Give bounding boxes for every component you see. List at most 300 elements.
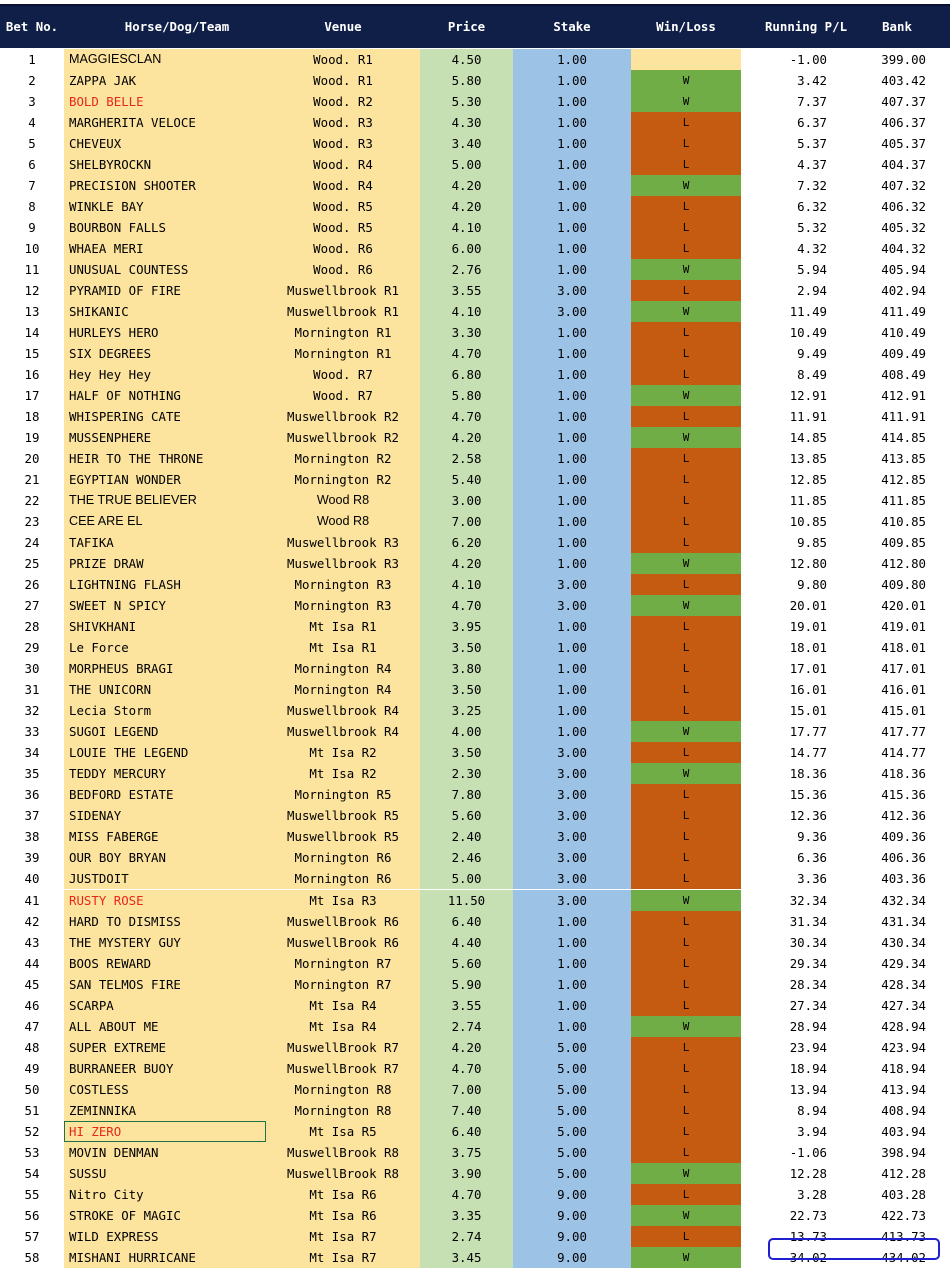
bank-cell[interactable]: 405.37 xyxy=(851,133,950,154)
win-loss-cell[interactable]: L xyxy=(631,932,741,953)
bet-number-cell[interactable]: 24 xyxy=(0,532,64,553)
horse-name-cell[interactable]: Le Force xyxy=(64,637,266,658)
price-cell[interactable]: 4.70 xyxy=(420,343,513,364)
price-cell[interactable]: 3.50 xyxy=(420,742,513,763)
price-cell[interactable]: 2.74 xyxy=(420,1226,513,1247)
venue-cell[interactable]: MuswellBrook R6 xyxy=(266,911,420,932)
win-loss-cell[interactable]: L xyxy=(631,868,741,889)
price-cell[interactable]: 6.40 xyxy=(420,911,513,932)
venue-cell[interactable]: Wood. R1 xyxy=(266,70,420,91)
venue-cell[interactable]: Mt Isa R3 xyxy=(266,890,420,911)
running-pl-cell[interactable]: 15.01 xyxy=(741,700,851,721)
horse-name-cell[interactable]: JUSTDOIT xyxy=(64,868,266,889)
venue-cell[interactable]: Wood. R5 xyxy=(266,217,420,238)
bet-number-cell[interactable]: 16 xyxy=(0,364,64,385)
venue-cell[interactable]: Mornington R6 xyxy=(266,847,420,868)
win-loss-cell[interactable]: L xyxy=(631,112,741,133)
price-cell[interactable]: 4.40 xyxy=(420,932,513,953)
venue-cell[interactable]: Mornington R3 xyxy=(266,595,420,616)
price-cell[interactable]: 11.50 xyxy=(420,890,513,911)
win-loss-cell[interactable]: L xyxy=(631,1037,741,1058)
stake-cell[interactable]: 1.00 xyxy=(513,532,631,553)
bet-number-cell[interactable]: 40 xyxy=(0,868,64,889)
bet-number-cell[interactable]: 2 xyxy=(0,70,64,91)
horse-name-cell[interactable]: BEDFORD ESTATE xyxy=(64,784,266,805)
win-loss-cell[interactable]: W xyxy=(631,301,741,322)
price-cell[interactable]: 2.40 xyxy=(420,826,513,847)
running-pl-cell[interactable]: 3.94 xyxy=(741,1121,851,1142)
stake-cell[interactable]: 3.00 xyxy=(513,574,631,595)
bet-number-cell[interactable]: 23 xyxy=(0,511,64,532)
venue-cell[interactable]: Muswellbrook R2 xyxy=(266,406,420,427)
stake-cell[interactable]: 1.00 xyxy=(513,448,631,469)
bank-cell[interactable]: 417.77 xyxy=(851,721,950,742)
running-pl-cell[interactable]: 4.32 xyxy=(741,238,851,259)
stake-cell[interactable]: 1.00 xyxy=(513,196,631,217)
bank-cell[interactable]: 434.02 xyxy=(851,1247,950,1268)
stake-cell[interactable]: 1.00 xyxy=(513,700,631,721)
bank-cell[interactable]: 422.73 xyxy=(851,1205,950,1226)
bank-cell[interactable]: 409.85 xyxy=(851,532,950,553)
stake-cell[interactable]: 3.00 xyxy=(513,595,631,616)
stake-cell[interactable]: 9.00 xyxy=(513,1184,631,1205)
win-loss-cell[interactable]: L xyxy=(631,406,741,427)
running-pl-cell[interactable]: 17.01 xyxy=(741,658,851,679)
stake-cell[interactable]: 1.00 xyxy=(513,616,631,637)
running-pl-cell[interactable]: 20.01 xyxy=(741,595,851,616)
bet-number-cell[interactable]: 39 xyxy=(0,847,64,868)
price-cell[interactable]: 3.90 xyxy=(420,1163,513,1184)
bank-cell[interactable]: 412.28 xyxy=(851,1163,950,1184)
venue-cell[interactable]: Mt Isa R2 xyxy=(266,763,420,784)
price-cell[interactable]: 5.90 xyxy=(420,974,513,995)
stake-cell[interactable]: 9.00 xyxy=(513,1226,631,1247)
horse-name-cell[interactable]: TAFIKA xyxy=(64,532,266,553)
venue-cell[interactable]: Muswellbrook R2 xyxy=(266,427,420,448)
price-cell[interactable]: 3.50 xyxy=(420,679,513,700)
price-cell[interactable]: 3.40 xyxy=(420,133,513,154)
venue-cell[interactable]: Muswellbrook R3 xyxy=(266,532,420,553)
horse-name-cell[interactable]: SHELBYROCKN xyxy=(64,154,266,175)
running-pl-cell[interactable]: 12.80 xyxy=(741,553,851,574)
horse-name-cell[interactable]: CEE ARE EL xyxy=(64,511,266,532)
horse-name-cell[interactable]: EGYPTIAN WONDER xyxy=(64,469,266,490)
win-loss-cell[interactable]: L xyxy=(631,616,741,637)
win-loss-cell[interactable]: L xyxy=(631,658,741,679)
stake-cell[interactable]: 1.00 xyxy=(513,91,631,112)
bank-cell[interactable]: 409.49 xyxy=(851,343,950,364)
venue-cell[interactable]: Muswellbrook R1 xyxy=(266,280,420,301)
bank-cell[interactable]: 411.91 xyxy=(851,406,950,427)
venue-cell[interactable]: Mornington R2 xyxy=(266,448,420,469)
stake-cell[interactable]: 3.00 xyxy=(513,805,631,826)
bet-number-cell[interactable]: 48 xyxy=(0,1037,64,1058)
win-loss-cell[interactable]: L xyxy=(631,637,741,658)
win-loss-cell[interactable]: L xyxy=(631,1100,741,1121)
horse-name-cell[interactable]: THE UNICORN xyxy=(64,679,266,700)
stake-cell[interactable]: 3.00 xyxy=(513,847,631,868)
stake-cell[interactable]: 1.00 xyxy=(513,364,631,385)
bet-number-cell[interactable]: 41 xyxy=(0,890,64,911)
stake-cell[interactable]: 1.00 xyxy=(513,721,631,742)
win-loss-cell[interactable]: L xyxy=(631,322,741,343)
win-loss-cell[interactable] xyxy=(631,49,741,70)
price-cell[interactable]: 5.80 xyxy=(420,385,513,406)
running-pl-cell[interactable]: 18.01 xyxy=(741,637,851,658)
running-pl-cell[interactable]: 12.85 xyxy=(741,469,851,490)
stake-cell[interactable]: 5.00 xyxy=(513,1079,631,1100)
bank-cell[interactable]: 408.94 xyxy=(851,1100,950,1121)
running-pl-cell[interactable]: 19.01 xyxy=(741,616,851,637)
win-loss-cell[interactable]: W xyxy=(631,1247,741,1268)
stake-cell[interactable]: 3.00 xyxy=(513,280,631,301)
venue-cell[interactable]: Mornington R2 xyxy=(266,469,420,490)
horse-name-cell[interactable]: MARGHERITA VELOCE xyxy=(64,112,266,133)
stake-cell[interactable]: 3.00 xyxy=(513,301,631,322)
header-bet-no[interactable]: Bet No. xyxy=(5,19,59,34)
running-pl-cell[interactable]: 11.85 xyxy=(741,490,851,511)
running-pl-cell[interactable]: 7.32 xyxy=(741,175,851,196)
running-pl-cell[interactable]: 5.32 xyxy=(741,217,851,238)
bank-cell[interactable]: 431.34 xyxy=(851,911,950,932)
bank-cell[interactable]: 428.94 xyxy=(851,1016,950,1037)
bet-number-cell[interactable]: 7 xyxy=(0,175,64,196)
running-pl-cell[interactable]: 3.28 xyxy=(741,1184,851,1205)
bank-cell[interactable]: 412.80 xyxy=(851,553,950,574)
win-loss-cell[interactable]: L xyxy=(631,742,741,763)
running-pl-cell[interactable]: -1.06 xyxy=(741,1142,851,1163)
venue-cell[interactable]: Mornington R1 xyxy=(266,322,420,343)
venue-cell[interactable]: Muswellbrook R5 xyxy=(266,826,420,847)
bet-number-cell[interactable]: 12 xyxy=(0,280,64,301)
running-pl-cell[interactable]: 12.91 xyxy=(741,385,851,406)
stake-cell[interactable]: 1.00 xyxy=(513,154,631,175)
price-cell[interactable]: 6.00 xyxy=(420,238,513,259)
price-cell[interactable]: 5.60 xyxy=(420,953,513,974)
venue-cell[interactable]: Mornington R8 xyxy=(266,1100,420,1121)
bank-cell[interactable]: 404.32 xyxy=(851,238,950,259)
horse-name-cell[interactable]: Hey Hey Hey xyxy=(64,364,266,385)
win-loss-cell[interactable]: L xyxy=(631,995,741,1016)
price-cell[interactable]: 3.50 xyxy=(420,637,513,658)
stake-cell[interactable]: 1.00 xyxy=(513,911,631,932)
win-loss-cell[interactable]: W xyxy=(631,721,741,742)
stake-cell[interactable]: 5.00 xyxy=(513,1121,631,1142)
price-cell[interactable]: 7.00 xyxy=(420,1079,513,1100)
price-cell[interactable]: 4.20 xyxy=(420,1037,513,1058)
bet-number-cell[interactable]: 25 xyxy=(0,553,64,574)
header-win-loss[interactable]: Win/Loss xyxy=(656,19,716,34)
win-loss-cell[interactable]: L xyxy=(631,1142,741,1163)
price-cell[interactable]: 4.70 xyxy=(420,1184,513,1205)
price-cell[interactable]: 3.35 xyxy=(420,1205,513,1226)
price-cell[interactable]: 3.75 xyxy=(420,1142,513,1163)
venue-cell[interactable]: Mt Isa R1 xyxy=(266,616,420,637)
venue-cell[interactable]: Mt Isa R6 xyxy=(266,1184,420,1205)
stake-cell[interactable]: 3.00 xyxy=(513,742,631,763)
bet-number-cell[interactable]: 55 xyxy=(0,1184,64,1205)
price-cell[interactable]: 6.20 xyxy=(420,532,513,553)
price-cell[interactable]: 7.80 xyxy=(420,784,513,805)
horse-name-cell[interactable]: MORPHEUS BRAGI xyxy=(64,658,266,679)
bank-cell[interactable]: 415.01 xyxy=(851,700,950,721)
bet-number-cell[interactable]: 51 xyxy=(0,1100,64,1121)
price-cell[interactable]: 3.55 xyxy=(420,280,513,301)
venue-cell[interactable]: Mt Isa R7 xyxy=(266,1247,420,1268)
bet-number-cell[interactable]: 32 xyxy=(0,700,64,721)
win-loss-cell[interactable]: L xyxy=(631,1226,741,1247)
price-cell[interactable]: 5.80 xyxy=(420,70,513,91)
win-loss-cell[interactable]: L xyxy=(631,679,741,700)
price-cell[interactable]: 7.40 xyxy=(420,1100,513,1121)
horse-name-cell[interactable]: MAGGIESCLAN xyxy=(64,49,266,70)
horse-name-cell[interactable]: THE TRUE BELIEVER xyxy=(64,490,266,511)
stake-cell[interactable]: 1.00 xyxy=(513,385,631,406)
running-pl-cell[interactable]: 28.34 xyxy=(741,974,851,995)
running-pl-cell[interactable]: 13.94 xyxy=(741,1079,851,1100)
bank-cell[interactable]: 429.34 xyxy=(851,953,950,974)
horse-name-cell[interactable]: BURRANEER BUOY xyxy=(64,1058,266,1079)
bet-number-cell[interactable]: 38 xyxy=(0,826,64,847)
horse-name-cell[interactable]: UNUSUAL COUNTESS xyxy=(64,259,266,280)
bet-number-cell[interactable]: 22 xyxy=(0,490,64,511)
win-loss-cell[interactable]: L xyxy=(631,448,741,469)
horse-name-cell[interactable]: Lecia Storm xyxy=(64,700,266,721)
bank-cell[interactable]: 406.32 xyxy=(851,196,950,217)
price-cell[interactable]: 3.25 xyxy=(420,700,513,721)
bank-cell[interactable]: 420.01 xyxy=(851,595,950,616)
price-cell[interactable]: 3.95 xyxy=(420,616,513,637)
stake-cell[interactable]: 9.00 xyxy=(513,1205,631,1226)
running-pl-cell[interactable]: 30.34 xyxy=(741,932,851,953)
horse-name-cell[interactable]: HEIR TO THE THRONE xyxy=(64,448,266,469)
win-loss-cell[interactable]: W xyxy=(631,1163,741,1184)
bank-cell[interactable]: 416.01 xyxy=(851,679,950,700)
price-cell[interactable]: 3.00 xyxy=(420,490,513,511)
running-pl-cell[interactable]: 18.94 xyxy=(741,1058,851,1079)
bet-number-cell[interactable]: 18 xyxy=(0,406,64,427)
venue-cell[interactable]: Wood. R2 xyxy=(266,91,420,112)
running-pl-cell[interactable]: 18.36 xyxy=(741,763,851,784)
running-pl-cell[interactable]: 5.37 xyxy=(741,133,851,154)
price-cell[interactable]: 5.60 xyxy=(420,805,513,826)
bank-cell[interactable]: 405.32 xyxy=(851,217,950,238)
venue-cell[interactable]: Wood. R7 xyxy=(266,385,420,406)
running-pl-cell[interactable]: 3.42 xyxy=(741,70,851,91)
horse-name-cell[interactable]: PYRAMID OF FIRE xyxy=(64,280,266,301)
bet-number-cell[interactable]: 33 xyxy=(0,721,64,742)
stake-cell[interactable]: 1.00 xyxy=(513,932,631,953)
price-cell[interactable]: 2.76 xyxy=(420,259,513,280)
stake-cell[interactable]: 1.00 xyxy=(513,406,631,427)
running-pl-cell[interactable]: 4.37 xyxy=(741,154,851,175)
bet-number-cell[interactable]: 53 xyxy=(0,1142,64,1163)
horse-name-cell[interactable]: MISHANI HURRICANE xyxy=(64,1247,266,1268)
horse-name-cell[interactable]: BOOS REWARD xyxy=(64,953,266,974)
win-loss-cell[interactable]: L xyxy=(631,154,741,175)
price-cell[interactable]: 4.00 xyxy=(420,721,513,742)
running-pl-cell[interactable]: 5.94 xyxy=(741,259,851,280)
venue-cell[interactable]: Mt Isa R6 xyxy=(266,1205,420,1226)
horse-name-cell[interactable]: BOURBON FALLS xyxy=(64,217,266,238)
venue-cell[interactable]: Wood. R7 xyxy=(266,364,420,385)
running-pl-cell[interactable]: 22.73 xyxy=(741,1205,851,1226)
bank-cell[interactable]: 413.85 xyxy=(851,448,950,469)
horse-name-cell[interactable]: Nitro City xyxy=(64,1184,266,1205)
bank-cell[interactable]: 408.49 xyxy=(851,364,950,385)
venue-cell[interactable]: Mt Isa R4 xyxy=(266,1016,420,1037)
running-pl-cell[interactable]: 28.94 xyxy=(741,1016,851,1037)
stake-cell[interactable]: 3.00 xyxy=(513,868,631,889)
horse-name-cell[interactable]: LIGHTNING FLASH xyxy=(64,574,266,595)
running-pl-cell[interactable]: 31.34 xyxy=(741,911,851,932)
header-horse[interactable]: Horse/Dog/Team xyxy=(124,19,230,34)
running-pl-cell[interactable]: 32.34 xyxy=(741,890,851,911)
stake-cell[interactable]: 5.00 xyxy=(513,1142,631,1163)
bank-cell[interactable]: 406.37 xyxy=(851,112,950,133)
running-pl-cell[interactable]: 10.49 xyxy=(741,322,851,343)
win-loss-cell[interactable]: L xyxy=(631,238,741,259)
bet-number-cell[interactable]: 21 xyxy=(0,469,64,490)
price-cell[interactable]: 6.40 xyxy=(420,1121,513,1142)
horse-name-cell[interactable]: SIX DEGREES xyxy=(64,343,266,364)
venue-cell[interactable]: Wood. R6 xyxy=(266,259,420,280)
bank-cell[interactable]: 402.94 xyxy=(851,280,950,301)
bet-number-cell[interactable]: 11 xyxy=(0,259,64,280)
bank-cell[interactable]: 405.94 xyxy=(851,259,950,280)
running-pl-cell[interactable]: 13.73 xyxy=(741,1226,851,1247)
stake-cell[interactable]: 1.00 xyxy=(513,995,631,1016)
stake-cell[interactable]: 1.00 xyxy=(513,238,631,259)
bet-number-cell[interactable]: 52 xyxy=(0,1121,64,1142)
venue-cell[interactable]: Mt Isa R1 xyxy=(266,637,420,658)
stake-cell[interactable]: 1.00 xyxy=(513,217,631,238)
bank-cell[interactable]: 418.36 xyxy=(851,763,950,784)
bet-number-cell[interactable]: 29 xyxy=(0,637,64,658)
bank-cell[interactable]: 409.80 xyxy=(851,574,950,595)
venue-cell[interactable]: Mt Isa R2 xyxy=(266,742,420,763)
stake-cell[interactable]: 1.00 xyxy=(513,70,631,91)
venue-cell[interactable]: MuswellBrook R8 xyxy=(266,1163,420,1184)
horse-name-cell[interactable]: MOVIN DENMAN xyxy=(64,1142,266,1163)
win-loss-cell[interactable]: W xyxy=(631,890,741,911)
horse-name-cell[interactable]: WINKLE BAY xyxy=(64,196,266,217)
bet-number-cell[interactable]: 56 xyxy=(0,1205,64,1226)
stake-cell[interactable]: 1.00 xyxy=(513,259,631,280)
running-pl-cell[interactable]: 9.85 xyxy=(741,532,851,553)
price-cell[interactable]: 4.10 xyxy=(420,574,513,595)
bank-cell[interactable]: 409.36 xyxy=(851,826,950,847)
horse-name-cell[interactable]: TEDDY MERCURY xyxy=(64,763,266,784)
venue-cell[interactable]: MuswellBrook R7 xyxy=(266,1037,420,1058)
venue-cell[interactable]: MuswellBrook R7 xyxy=(266,1058,420,1079)
price-cell[interactable]: 4.20 xyxy=(420,175,513,196)
win-loss-cell[interactable]: L xyxy=(631,364,741,385)
win-loss-cell[interactable]: W xyxy=(631,553,741,574)
running-pl-cell[interactable]: 2.94 xyxy=(741,280,851,301)
bet-number-cell[interactable]: 35 xyxy=(0,763,64,784)
stake-cell[interactable]: 1.00 xyxy=(513,490,631,511)
price-cell[interactable]: 2.58 xyxy=(420,448,513,469)
venue-cell[interactable]: Mornington R4 xyxy=(266,679,420,700)
horse-name-cell[interactable]: OUR BOY BRYAN xyxy=(64,847,266,868)
price-cell[interactable]: 4.20 xyxy=(420,427,513,448)
venue-cell[interactable]: Wood. R5 xyxy=(266,196,420,217)
venue-cell[interactable]: Wood R8 xyxy=(266,490,420,511)
stake-cell[interactable]: 1.00 xyxy=(513,469,631,490)
venue-cell[interactable]: Mornington R6 xyxy=(266,868,420,889)
venue-cell[interactable]: Wood R8 xyxy=(266,511,420,532)
bet-number-cell[interactable]: 50 xyxy=(0,1079,64,1100)
price-cell[interactable]: 5.00 xyxy=(420,868,513,889)
bet-number-cell[interactable]: 15 xyxy=(0,343,64,364)
stake-cell[interactable]: 1.00 xyxy=(513,679,631,700)
price-cell[interactable]: 5.40 xyxy=(420,469,513,490)
stake-cell[interactable]: 5.00 xyxy=(513,1058,631,1079)
price-cell[interactable]: 4.20 xyxy=(420,196,513,217)
horse-name-cell[interactable]: ZEMINNIKA xyxy=(64,1100,266,1121)
bet-number-cell[interactable]: 31 xyxy=(0,679,64,700)
bank-cell[interactable]: 410.49 xyxy=(851,322,950,343)
win-loss-cell[interactable]: L xyxy=(631,953,741,974)
price-cell[interactable]: 4.30 xyxy=(420,112,513,133)
stake-cell[interactable]: 1.00 xyxy=(513,49,631,70)
bet-number-cell[interactable]: 36 xyxy=(0,784,64,805)
bet-number-cell[interactable]: 34 xyxy=(0,742,64,763)
price-cell[interactable]: 4.50 xyxy=(420,49,513,70)
venue-cell[interactable]: Mornington R7 xyxy=(266,953,420,974)
price-cell[interactable]: 3.80 xyxy=(420,658,513,679)
venue-cell[interactable]: MuswellBrook R8 xyxy=(266,1142,420,1163)
bet-number-cell[interactable]: 44 xyxy=(0,953,64,974)
running-pl-cell[interactable]: 11.49 xyxy=(741,301,851,322)
win-loss-cell[interactable]: L xyxy=(631,805,741,826)
win-loss-cell[interactable]: L xyxy=(631,217,741,238)
bank-cell[interactable]: 407.32 xyxy=(851,175,950,196)
horse-name-cell[interactable]: SAN TELMOS FIRE xyxy=(64,974,266,995)
running-pl-cell[interactable]: 3.36 xyxy=(741,868,851,889)
horse-name-cell[interactable]: SUGOI LEGEND xyxy=(64,721,266,742)
win-loss-cell[interactable]: L xyxy=(631,511,741,532)
win-loss-cell[interactable]: L xyxy=(631,133,741,154)
horse-name-cell[interactable]: STROKE OF MAGIC xyxy=(64,1205,266,1226)
stake-cell[interactable]: 1.00 xyxy=(513,133,631,154)
venue-cell[interactable]: Muswellbrook R4 xyxy=(266,721,420,742)
bank-cell[interactable]: 398.94 xyxy=(851,1142,950,1163)
horse-name-cell[interactable]: PRIZE DRAW xyxy=(64,553,266,574)
stake-cell[interactable]: 5.00 xyxy=(513,1163,631,1184)
running-pl-cell[interactable]: -1.00 xyxy=(741,49,851,70)
venue-cell[interactable]: Wood. R4 xyxy=(266,175,420,196)
horse-name-cell[interactable]: WILD EXPRESS xyxy=(64,1226,266,1247)
bet-number-cell[interactable]: 17 xyxy=(0,385,64,406)
horse-name-cell[interactable]: SUPER EXTREME xyxy=(64,1037,266,1058)
bank-cell[interactable]: 419.01 xyxy=(851,616,950,637)
bet-number-cell[interactable]: 42 xyxy=(0,911,64,932)
bet-number-cell[interactable]: 4 xyxy=(0,112,64,133)
horse-name-cell[interactable]: SHIVKHANI xyxy=(64,616,266,637)
price-cell[interactable]: 4.70 xyxy=(420,595,513,616)
bet-number-cell[interactable]: 3 xyxy=(0,91,64,112)
price-cell[interactable]: 4.70 xyxy=(420,1058,513,1079)
stake-cell[interactable]: 1.00 xyxy=(513,658,631,679)
win-loss-cell[interactable]: L xyxy=(631,1058,741,1079)
bank-cell[interactable]: 410.85 xyxy=(851,511,950,532)
win-loss-cell[interactable]: L xyxy=(631,974,741,995)
price-cell[interactable]: 2.30 xyxy=(420,763,513,784)
venue-cell[interactable]: Wood. R3 xyxy=(266,112,420,133)
bank-cell[interactable]: 403.28 xyxy=(851,1184,950,1205)
